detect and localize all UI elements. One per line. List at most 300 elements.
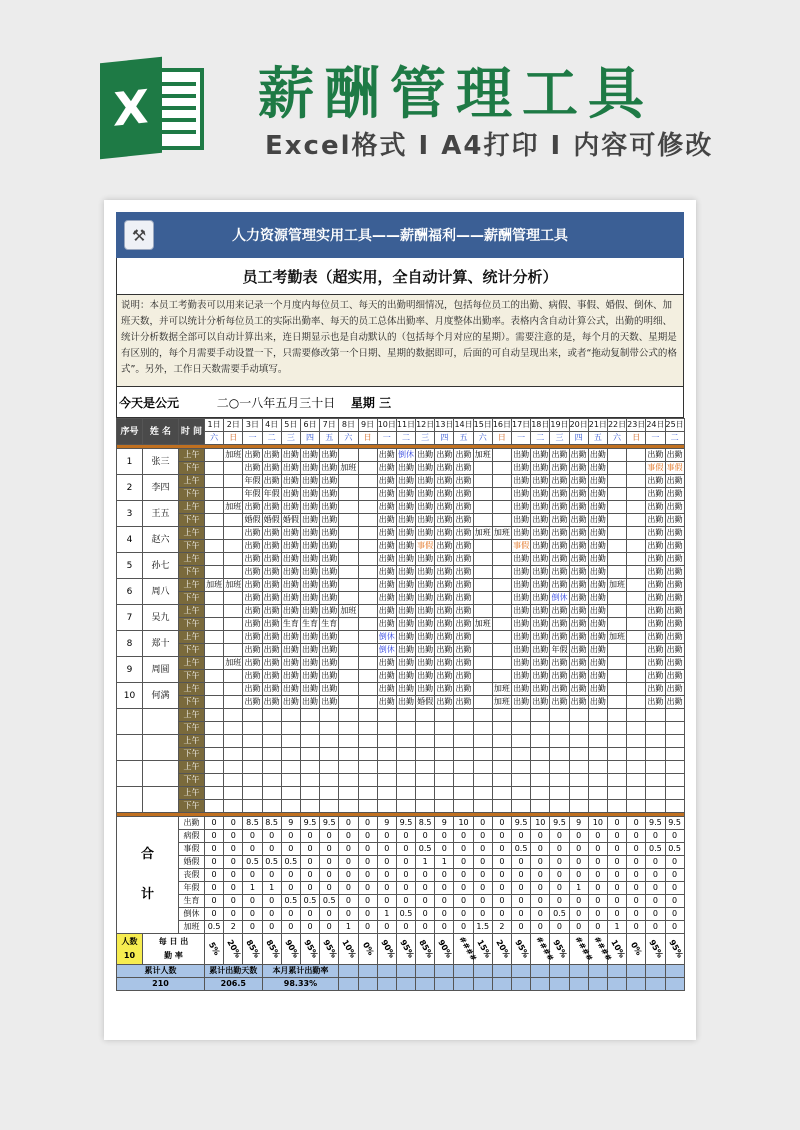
weekday-header: 四 bbox=[300, 432, 319, 445]
attendance-cell bbox=[205, 709, 224, 722]
attendance-cell: 出勤 bbox=[281, 475, 300, 488]
attendance-cell: 出勤 bbox=[665, 683, 684, 696]
summary-cell: 0 bbox=[492, 856, 511, 869]
rate-label bbox=[143, 934, 205, 965]
attendance-cell: 出勤 bbox=[435, 488, 454, 501]
summary-cell: 0 bbox=[358, 908, 377, 921]
summary-cell: 0.5 bbox=[281, 895, 300, 908]
attendance-cell: 出勤 bbox=[281, 540, 300, 553]
summary-cell: 0 bbox=[607, 882, 626, 895]
attendance-cell: 出勤 bbox=[300, 540, 319, 553]
attendance-cell bbox=[358, 657, 377, 670]
summary-cell: 0 bbox=[607, 817, 626, 830]
daily-rate: #### bbox=[457, 934, 479, 963]
day-header: 20日 bbox=[569, 419, 588, 432]
excel-logo-icon bbox=[100, 60, 208, 156]
attendance-cell bbox=[339, 670, 358, 683]
day-header: 17日 bbox=[512, 419, 531, 432]
attendance-cell bbox=[224, 605, 243, 618]
attendance-cell bbox=[224, 709, 243, 722]
attendance-cell bbox=[205, 449, 224, 462]
summary-cell: 0 bbox=[358, 843, 377, 856]
attendance-cell: 出勤 bbox=[665, 527, 684, 540]
daily-rate-cell bbox=[665, 934, 684, 965]
daily-rate: 10% bbox=[340, 938, 359, 960]
attendance-cell: 出勤 bbox=[262, 566, 281, 579]
attendance-cell bbox=[358, 449, 377, 462]
attendance-cell: 出勤 bbox=[550, 670, 569, 683]
summary-cell: 0 bbox=[416, 908, 435, 921]
daily-rate-cell bbox=[205, 934, 224, 965]
attendance-cell: 出勤 bbox=[300, 670, 319, 683]
time-pm: 下午 bbox=[179, 670, 205, 683]
attendance-cell bbox=[569, 735, 588, 748]
attendance-cell bbox=[531, 748, 550, 761]
attendance-cell: 年假 bbox=[243, 475, 262, 488]
daily-rate-cell bbox=[473, 934, 492, 965]
sheet bbox=[116, 212, 684, 991]
footer-cell bbox=[396, 978, 415, 991]
summary-cell: 0 bbox=[550, 830, 569, 843]
attendance-cell bbox=[435, 787, 454, 800]
attendance-cell bbox=[627, 579, 646, 592]
attendance-cell bbox=[300, 748, 319, 761]
weekday-header: 二 bbox=[531, 432, 550, 445]
attendance-cell: 出勤 bbox=[377, 501, 396, 514]
table-row bbox=[117, 449, 685, 462]
attendance-cell bbox=[320, 709, 339, 722]
footer-cell bbox=[435, 965, 454, 978]
summary-cell: 0 bbox=[281, 882, 300, 895]
summary-row bbox=[117, 830, 685, 843]
table-row bbox=[117, 553, 685, 566]
time-am: 上午 bbox=[179, 683, 205, 696]
summary-cell: 0 bbox=[531, 908, 550, 921]
attendance-cell bbox=[224, 735, 243, 748]
attendance-cell: 出勤 bbox=[512, 618, 531, 631]
footer-cell bbox=[607, 965, 626, 978]
footer-cell bbox=[550, 965, 569, 978]
attendance-cell bbox=[607, 592, 626, 605]
attendance-cell bbox=[435, 722, 454, 735]
day-header-row bbox=[117, 419, 685, 432]
attendance-cell: 婚假 bbox=[281, 514, 300, 527]
weekday-header: 二 bbox=[262, 432, 281, 445]
attendance-cell bbox=[358, 566, 377, 579]
attendance-cell bbox=[588, 748, 607, 761]
attendance-cell bbox=[339, 488, 358, 501]
summary-cell: 0 bbox=[320, 869, 339, 882]
banner-text: 人力资源管理实用工具——薪酬福利——薪酬管理工具 bbox=[232, 228, 568, 244]
attendance-cell: 出勤 bbox=[569, 449, 588, 462]
time-pm: 下午 bbox=[179, 774, 205, 787]
attendance-cell: 出勤 bbox=[416, 514, 435, 527]
attendance-cell bbox=[665, 709, 684, 722]
summary-cell: 0 bbox=[320, 830, 339, 843]
attendance-cell: 出勤 bbox=[569, 488, 588, 501]
attendance-cell: 出勤 bbox=[646, 657, 665, 670]
summary-cell: 0 bbox=[243, 921, 262, 934]
time-pm: 下午 bbox=[179, 592, 205, 605]
attendance-cell: 出勤 bbox=[454, 657, 473, 670]
attendance-cell: 出勤 bbox=[569, 514, 588, 527]
summary-label-bottom: 计 bbox=[140, 887, 154, 902]
attendance-cell: 出勤 bbox=[665, 475, 684, 488]
attendance-cell bbox=[607, 696, 626, 709]
attendance-cell: 加班 bbox=[473, 449, 492, 462]
weekday-header: 五 bbox=[588, 432, 607, 445]
attendance-cell: 出勤 bbox=[665, 514, 684, 527]
summary-cell: 0 bbox=[243, 830, 262, 843]
weekday-header: 日 bbox=[492, 432, 511, 445]
attendance-cell bbox=[607, 540, 626, 553]
attendance-cell: 出勤 bbox=[396, 683, 415, 696]
summary-cell: 0 bbox=[300, 869, 319, 882]
attendance-cell bbox=[300, 761, 319, 774]
table-row bbox=[117, 462, 685, 475]
attendance-cell bbox=[588, 709, 607, 722]
summary-cell: 0 bbox=[607, 843, 626, 856]
attendance-cell: 出勤 bbox=[646, 514, 665, 527]
blank-number bbox=[117, 761, 143, 787]
summary-cell: 0 bbox=[588, 921, 607, 934]
attendance-cell bbox=[358, 527, 377, 540]
attendance-cell bbox=[358, 501, 377, 514]
day-header: 21日 bbox=[588, 419, 607, 432]
attendance-cell: 出勤 bbox=[281, 631, 300, 644]
attendance-cell: 出勤 bbox=[262, 527, 281, 540]
summary-cell: 0 bbox=[224, 843, 243, 856]
attendance-cell: 出勤 bbox=[281, 462, 300, 475]
attendance-cell: 出勤 bbox=[320, 605, 339, 618]
attendance-cell bbox=[473, 592, 492, 605]
attendance-cell bbox=[339, 540, 358, 553]
attendance-cell: 出勤 bbox=[435, 553, 454, 566]
today-date: 二○一八年五月三十日 bbox=[216, 395, 336, 410]
attendance-cell bbox=[205, 722, 224, 735]
attendance-cell bbox=[627, 605, 646, 618]
attendance-cell: 出勤 bbox=[396, 605, 415, 618]
employee-number: 1 bbox=[117, 449, 143, 475]
summary-cell: 0 bbox=[512, 869, 531, 882]
attendance-cell bbox=[454, 709, 473, 722]
attendance-cell bbox=[627, 800, 646, 813]
summary-cell: 0 bbox=[492, 895, 511, 908]
blank-number bbox=[117, 735, 143, 761]
attendance-cell bbox=[627, 696, 646, 709]
attendance-cell bbox=[627, 761, 646, 774]
footer-cell bbox=[627, 978, 646, 991]
attendance-cell bbox=[243, 800, 262, 813]
summary-cell: 0 bbox=[588, 869, 607, 882]
summary-cell: 0 bbox=[358, 921, 377, 934]
attendance-cell: 出勤 bbox=[646, 566, 665, 579]
attendance-cell: 事假 bbox=[416, 540, 435, 553]
attendance-cell bbox=[512, 787, 531, 800]
attendance-cell bbox=[205, 683, 224, 696]
attendance-cell bbox=[473, 579, 492, 592]
summary-cell: 0 bbox=[416, 869, 435, 882]
attendance-cell: 加班 bbox=[339, 605, 358, 618]
summary-cell: 0 bbox=[627, 921, 646, 934]
summary-cell: 0 bbox=[300, 830, 319, 843]
attendance-cell bbox=[627, 683, 646, 696]
attendance-cell: 出勤 bbox=[531, 462, 550, 475]
summary-cell: 0 bbox=[454, 895, 473, 908]
attendance-cell: 出勤 bbox=[646, 501, 665, 514]
attendance-cell: 出勤 bbox=[320, 514, 339, 527]
daily-rate: 85% bbox=[417, 938, 435, 960]
summary-cell: 0 bbox=[320, 856, 339, 869]
summary-row bbox=[117, 856, 685, 869]
attendance-cell bbox=[550, 761, 569, 774]
attendance-cell bbox=[377, 748, 396, 761]
attendance-cell: 出勤 bbox=[646, 592, 665, 605]
summary-cell: 0 bbox=[473, 856, 492, 869]
summary-type: 加班 bbox=[179, 921, 205, 934]
attendance-cell: 出勤 bbox=[569, 631, 588, 644]
attendance-cell bbox=[646, 748, 665, 761]
summary-cell: 2 bbox=[224, 921, 243, 934]
attendance-cell bbox=[339, 631, 358, 644]
attendance-cell: 出勤 bbox=[646, 631, 665, 644]
summary-cell: 0 bbox=[396, 882, 415, 895]
attendance-cell: 出勤 bbox=[646, 527, 665, 540]
attendance-cell bbox=[492, 553, 511, 566]
attendance-cell: 出勤 bbox=[300, 696, 319, 709]
summary-cell: 9.5 bbox=[550, 817, 569, 830]
attendance-cell: 出勤 bbox=[435, 475, 454, 488]
summary-cell: 0.5 bbox=[320, 895, 339, 908]
summary-cell: 0 bbox=[320, 882, 339, 895]
summary-cell: 0.5 bbox=[396, 908, 415, 921]
attendance-cell bbox=[358, 748, 377, 761]
attendance-cell bbox=[627, 592, 646, 605]
attendance-cell: 出勤 bbox=[243, 501, 262, 514]
attendance-cell: 出勤 bbox=[416, 579, 435, 592]
summary-type: 生育 bbox=[179, 895, 205, 908]
daily-rate-cell bbox=[569, 934, 595, 965]
summary-cell: 0 bbox=[262, 908, 281, 921]
attendance-cell bbox=[358, 540, 377, 553]
attendance-cell: 加班 bbox=[492, 683, 511, 696]
attendance-cell bbox=[435, 774, 454, 787]
attendance-cell: 出勤 bbox=[435, 566, 454, 579]
attendance-cell: 出勤 bbox=[243, 657, 262, 670]
attendance-cell bbox=[396, 800, 415, 813]
summary-cell: 0 bbox=[492, 869, 511, 882]
attendance-cell: 出勤 bbox=[588, 657, 607, 670]
daily-rate: 15% bbox=[474, 938, 493, 960]
attendance-cell: 出勤 bbox=[550, 683, 569, 696]
attendance-cell bbox=[358, 735, 377, 748]
attendance-cell: 出勤 bbox=[300, 527, 319, 540]
attendance-cell: 出勤 bbox=[588, 553, 607, 566]
attendance-cell bbox=[492, 761, 511, 774]
footer-cell bbox=[531, 978, 550, 991]
attendance-cell: 出勤 bbox=[262, 631, 281, 644]
summary-cell: 0 bbox=[377, 882, 396, 895]
attendance-cell bbox=[224, 475, 243, 488]
attendance-cell bbox=[358, 761, 377, 774]
attendance-cell bbox=[224, 488, 243, 501]
attendance-cell bbox=[358, 774, 377, 787]
attendance-cell: 出勤 bbox=[550, 527, 569, 540]
attendance-cell bbox=[262, 774, 281, 787]
attendance-cell: 出勤 bbox=[569, 553, 588, 566]
attendance-cell bbox=[550, 800, 569, 813]
attendance-cell: 出勤 bbox=[454, 566, 473, 579]
attendance-cell bbox=[358, 696, 377, 709]
attendance-cell bbox=[492, 787, 511, 800]
summary-cell: 1 bbox=[377, 908, 396, 921]
attendance-cell bbox=[339, 787, 358, 800]
attendance-cell: 出勤 bbox=[665, 618, 684, 631]
weekday-header: 日 bbox=[358, 432, 377, 445]
daily-rate: 90% bbox=[283, 938, 301, 960]
attendance-cell bbox=[396, 774, 415, 787]
footer-cell bbox=[569, 965, 588, 978]
attendance-cell: 出勤 bbox=[262, 475, 281, 488]
attendance-cell bbox=[512, 748, 531, 761]
weekday-header: 二 bbox=[396, 432, 415, 445]
time-am: 上午 bbox=[179, 553, 205, 566]
attendance-cell: 出勤 bbox=[396, 501, 415, 514]
attendance-cell: 婚假 bbox=[416, 696, 435, 709]
day-header: 25日 bbox=[665, 419, 684, 432]
blank-name bbox=[143, 787, 179, 813]
attendance-cell bbox=[607, 514, 626, 527]
summary-cell: 0 bbox=[358, 830, 377, 843]
attendance-cell bbox=[243, 787, 262, 800]
daily-rate-cell bbox=[646, 934, 665, 965]
column-header: 序号 bbox=[117, 419, 143, 445]
daily-rate: 5% bbox=[207, 940, 222, 957]
attendance-cell bbox=[492, 618, 511, 631]
attendance-cell bbox=[205, 501, 224, 514]
attendance-cell bbox=[205, 553, 224, 566]
attendance-cell: 出勤 bbox=[416, 462, 435, 475]
blank-name bbox=[143, 709, 179, 735]
footer-cell bbox=[358, 978, 377, 991]
attendance-cell: 出勤 bbox=[435, 514, 454, 527]
attendance-cell: 加班 bbox=[224, 501, 243, 514]
summary-cell: 8.5 bbox=[243, 817, 262, 830]
summary-cell: 0 bbox=[665, 830, 684, 843]
attendance-cell bbox=[492, 462, 511, 475]
time-pm: 下午 bbox=[179, 748, 205, 761]
weekday-header: 四 bbox=[435, 432, 454, 445]
attendance-cell bbox=[262, 787, 281, 800]
attendance-cell: 出勤 bbox=[243, 592, 262, 605]
attendance-cell bbox=[531, 735, 550, 748]
blank-row bbox=[117, 709, 685, 722]
attendance-cell bbox=[473, 462, 492, 475]
summary-cell: 0 bbox=[646, 895, 665, 908]
logo-letter: X bbox=[100, 57, 162, 160]
attendance-cell: 出勤 bbox=[531, 566, 550, 579]
attendance-cell: 倒休 bbox=[550, 592, 569, 605]
attendance-cell: 出勤 bbox=[588, 644, 607, 657]
footer-cell bbox=[531, 965, 550, 978]
attendance-cell: 出勤 bbox=[454, 644, 473, 657]
attendance-cell: 出勤 bbox=[665, 540, 684, 553]
attendance-cell: 出勤 bbox=[531, 592, 550, 605]
attendance-cell bbox=[205, 605, 224, 618]
attendance-cell bbox=[492, 566, 511, 579]
summary-cell: 0 bbox=[627, 830, 646, 843]
attendance-cell: 出勤 bbox=[396, 566, 415, 579]
attendance-cell: 出勤 bbox=[262, 540, 281, 553]
attendance-cell bbox=[473, 735, 492, 748]
attendance-cell: 出勤 bbox=[320, 553, 339, 566]
attendance-cell: 出勤 bbox=[550, 462, 569, 475]
daily-rate-cell bbox=[512, 934, 531, 965]
attendance-cell: 出勤 bbox=[435, 592, 454, 605]
attendance-cell bbox=[320, 761, 339, 774]
employee-name: 何满 bbox=[143, 683, 179, 709]
table-row bbox=[117, 657, 685, 670]
attendance-cell: 出勤 bbox=[435, 501, 454, 514]
attendance-cell bbox=[396, 709, 415, 722]
attendance-cell bbox=[224, 800, 243, 813]
footer-cell bbox=[435, 978, 454, 991]
attendance-cell: 出勤 bbox=[435, 696, 454, 709]
attendance-cell bbox=[243, 722, 262, 735]
summary-cell: 0 bbox=[627, 869, 646, 882]
day-header: 6日 bbox=[300, 419, 319, 432]
weekday-header: 一 bbox=[243, 432, 262, 445]
attendance-cell bbox=[588, 761, 607, 774]
attendance-cell: 出勤 bbox=[588, 631, 607, 644]
attendance-cell: 出勤 bbox=[588, 488, 607, 501]
day-header: 11日 bbox=[396, 419, 415, 432]
employee-name: 周圆 bbox=[143, 657, 179, 683]
day-header: 13日 bbox=[435, 419, 454, 432]
time-am: 上午 bbox=[179, 501, 205, 514]
attendance-cell bbox=[492, 475, 511, 488]
table-row bbox=[117, 592, 685, 605]
attendance-cell bbox=[224, 462, 243, 475]
weekday-header: 一 bbox=[646, 432, 665, 445]
footer-cell bbox=[646, 965, 665, 978]
attendance-cell: 出勤 bbox=[377, 462, 396, 475]
summary-cell: 1 bbox=[339, 921, 358, 934]
attendance-cell: 出勤 bbox=[435, 462, 454, 475]
attendance-cell bbox=[435, 748, 454, 761]
attendance-cell: 出勤 bbox=[396, 553, 415, 566]
attendance-cell bbox=[627, 787, 646, 800]
attendance-cell bbox=[339, 527, 358, 540]
attendance-cell bbox=[607, 449, 626, 462]
attendance-cell: 出勤 bbox=[512, 566, 531, 579]
attendance-cell: 出勤 bbox=[531, 579, 550, 592]
attendance-cell: 出勤 bbox=[588, 592, 607, 605]
attendance-cell: 出勤 bbox=[569, 644, 588, 657]
attendance-cell bbox=[339, 800, 358, 813]
attendance-cell bbox=[627, 709, 646, 722]
summary-cell: 0 bbox=[205, 869, 224, 882]
attendance-cell bbox=[339, 501, 358, 514]
day-header: 14日 bbox=[454, 419, 473, 432]
attendance-cell: 出勤 bbox=[569, 566, 588, 579]
attendance-cell bbox=[205, 774, 224, 787]
attendance-cell bbox=[205, 735, 224, 748]
summary-cell: 0 bbox=[358, 856, 377, 869]
attendance-cell bbox=[512, 709, 531, 722]
summary-cell: 0 bbox=[646, 869, 665, 882]
weekday-header: 三 bbox=[281, 432, 300, 445]
